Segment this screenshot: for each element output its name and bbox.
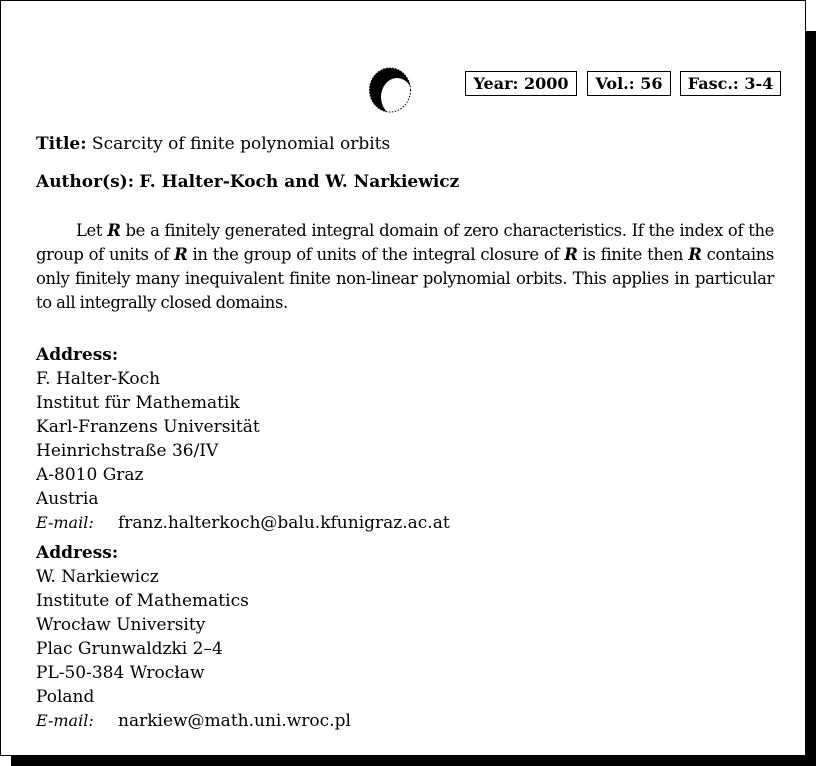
address-label: Address:: [36, 345, 119, 365]
address-line: Wrocław University: [36, 615, 206, 635]
abstract-text: be a finitely generated integral domain of zero characteristics. If the index of the group of units of: [36, 221, 775, 264]
math-r: R: [174, 245, 188, 264]
email-row: [36, 511, 450, 535]
page-shadow-right: [806, 31, 816, 766]
title-label: Title:: [36, 134, 87, 154]
math-r: R: [688, 245, 702, 264]
abstract-text: is finite then: [577, 245, 689, 264]
volume-badge: Vol.: 56: [587, 71, 671, 96]
address-block: [36, 343, 450, 535]
abstract-text: contains only finitely many inequivalent finite non-linear polynomial orbits. This applies in particular to all integrally closed domains.: [36, 245, 774, 312]
address-block: [36, 541, 351, 733]
address-line: W. Narkiewicz: [36, 567, 159, 587]
address-line: Plac Grunwaldzki 2–4: [36, 639, 223, 659]
address-line: F. Halter-Koch: [36, 369, 161, 389]
address-line: Karl-Franzens Universität: [36, 417, 260, 437]
email-value: narkiew@math.uni.wroc.pl: [118, 711, 351, 731]
email-label: E-mail:: [36, 513, 94, 532]
authors-line: [36, 170, 459, 194]
address-line: Institut für Mathematik: [36, 393, 240, 413]
page-shadow-bottom: [11, 756, 816, 766]
address-line: Heinrichstraße 36/IV: [36, 441, 219, 461]
authors-value: F. Halter-Koch and W. Narkiewicz: [139, 172, 460, 192]
address-line: PL-50-384 Wrocław: [36, 663, 205, 683]
abstract-text: in the group of units of the integral closure of: [187, 245, 565, 264]
authors-label: Author(s):: [36, 172, 134, 192]
email-value: franz.halterkoch@balu.kfunigraz.ac.at: [118, 513, 450, 533]
math-r: R: [564, 245, 578, 264]
address-line: Institute of Mathematics: [36, 591, 249, 611]
fascicle-badge: Fasc.: 3-4: [680, 71, 781, 96]
title-line: [36, 132, 390, 156]
address-line: Austria: [36, 489, 99, 509]
article-title: Scarcity of finite polynomial orbits: [91, 134, 391, 154]
abstract-text: Let: [76, 221, 108, 240]
address-label: Address:: [36, 543, 119, 563]
abstract: [36, 219, 774, 315]
crescent-logo-icon: [368, 67, 412, 113]
math-r: R: [107, 221, 121, 240]
year-badge: Year: 2000: [465, 71, 577, 96]
address-line: Poland: [36, 687, 95, 707]
email-label: E-mail:: [36, 711, 94, 730]
email-row: [36, 709, 351, 733]
address-line: A-8010 Graz: [36, 465, 144, 485]
